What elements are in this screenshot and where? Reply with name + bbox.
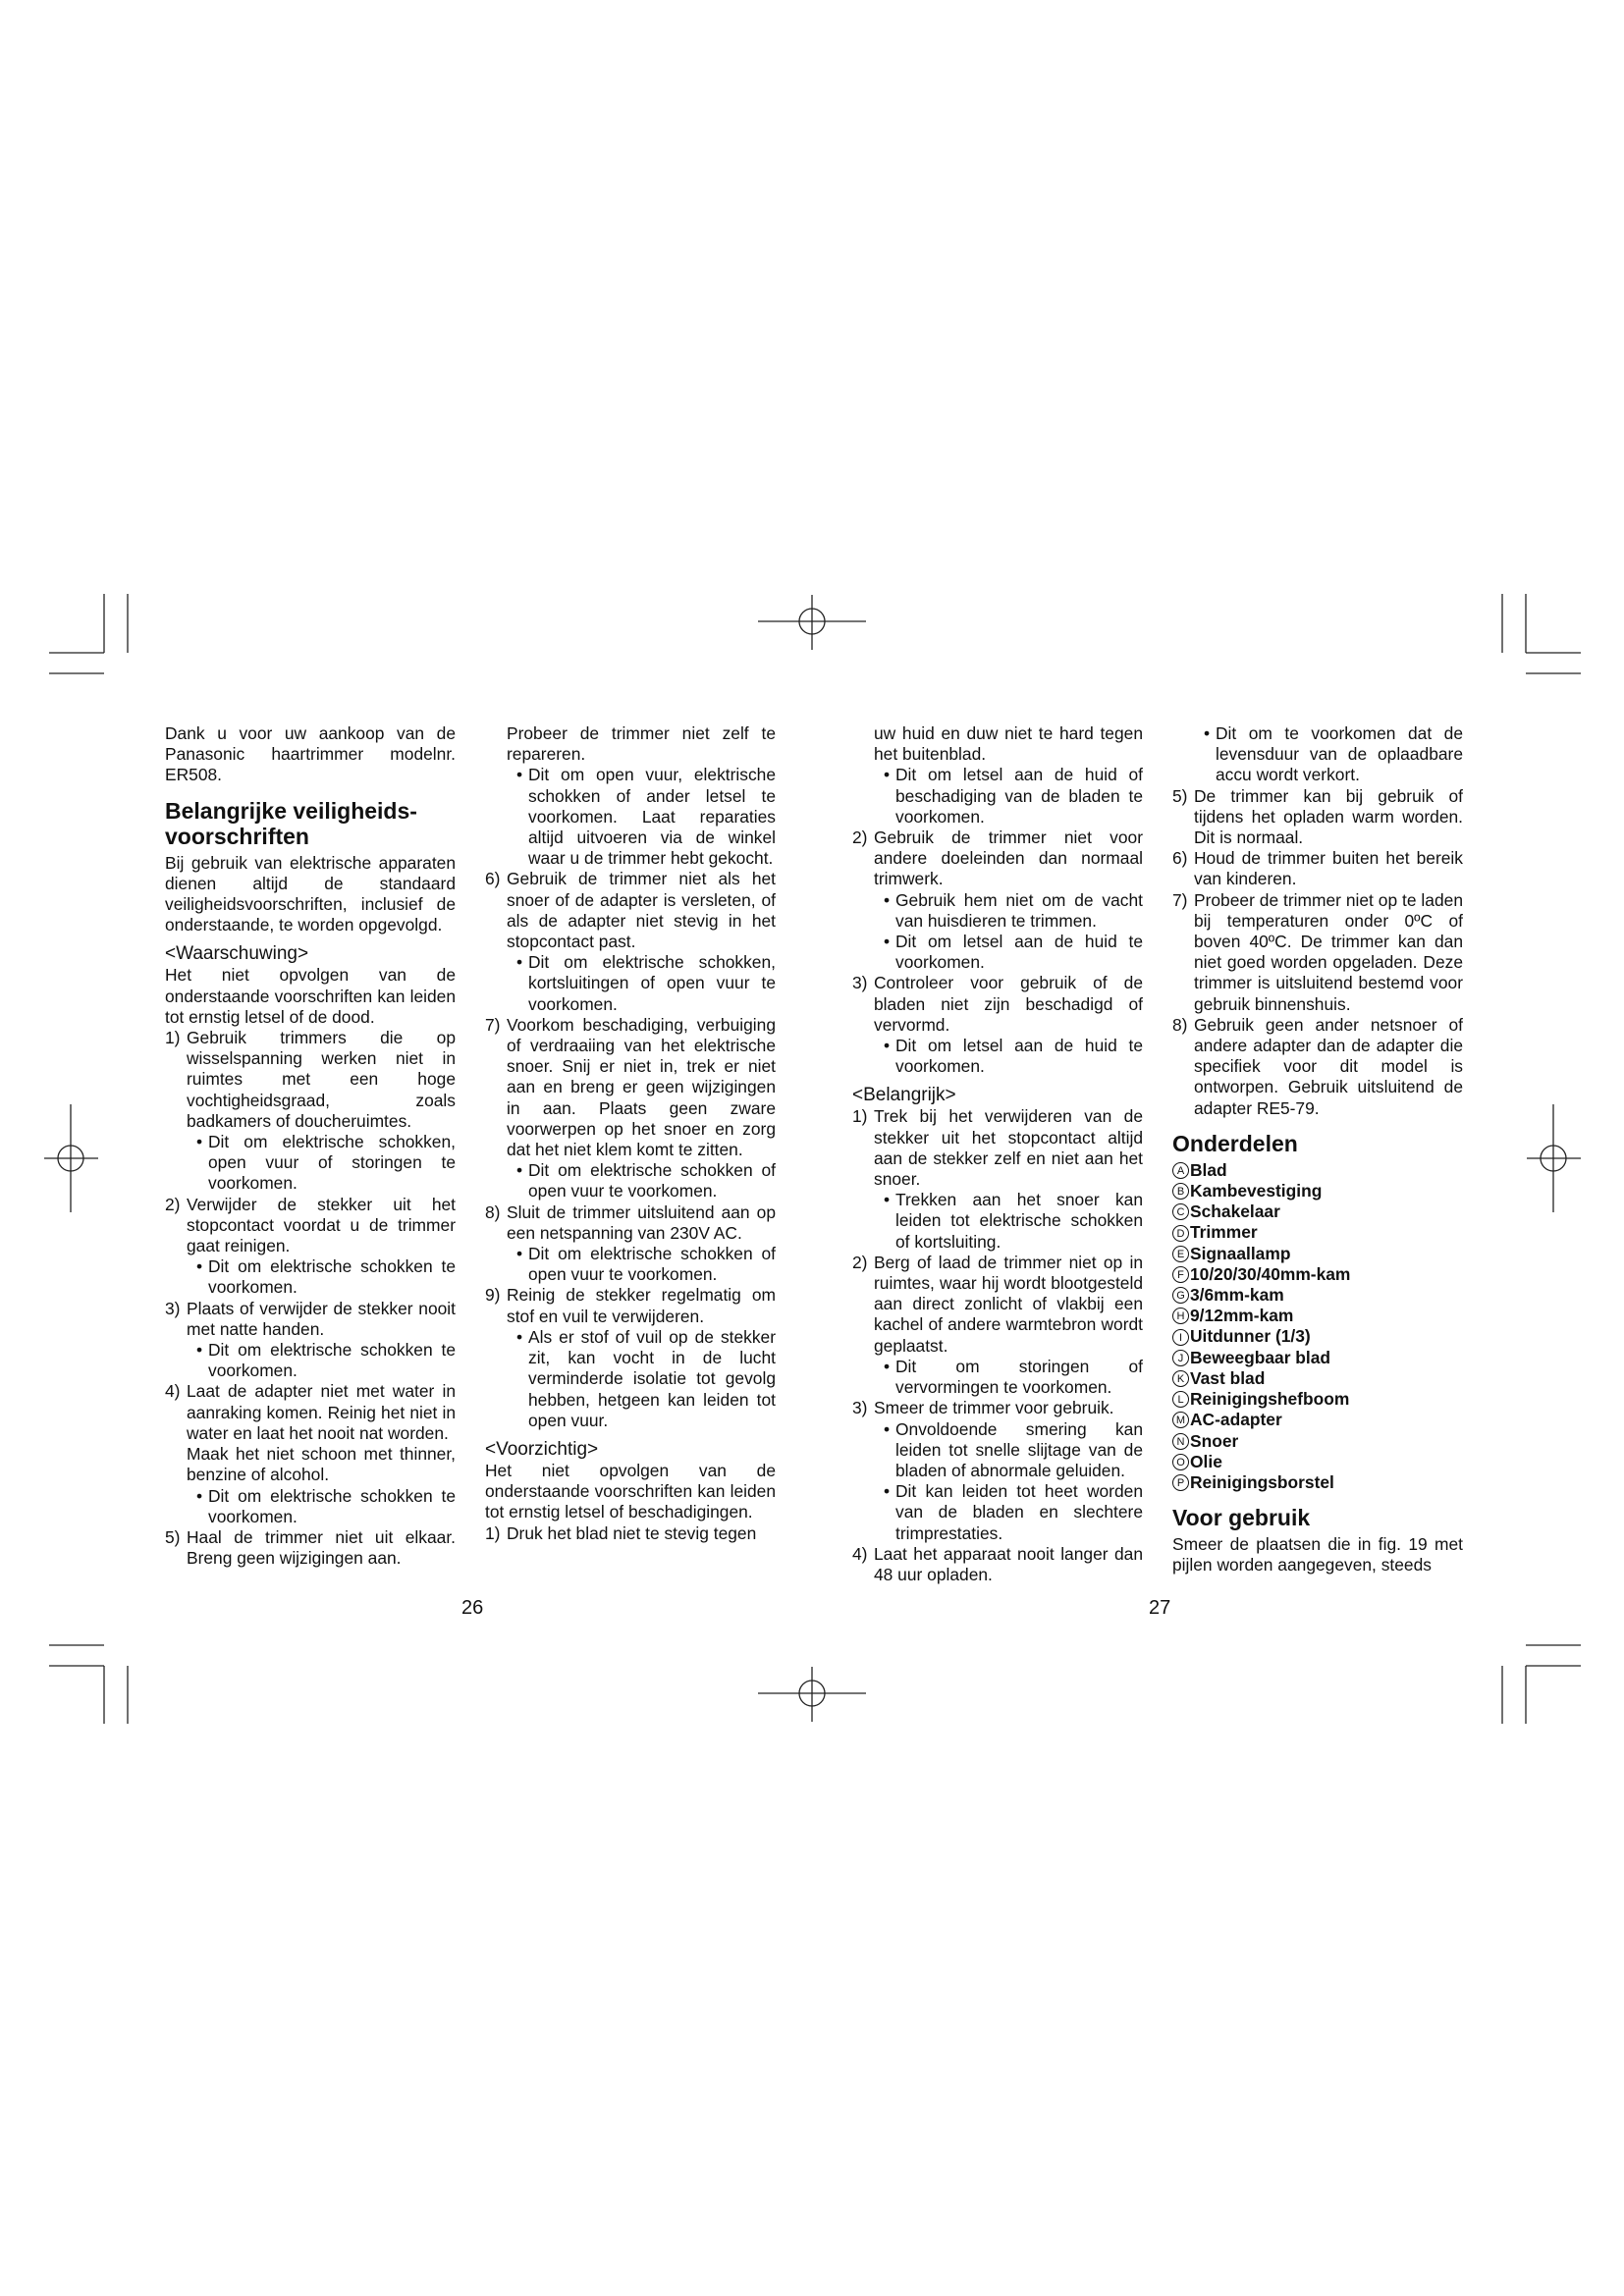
bullet-text: Dit om elektrische schokken, kortsluitingen of open vuur te voorkomen. — [528, 952, 776, 1014]
item-body — [187, 1028, 456, 1195]
page-number-left: 26 — [461, 1597, 484, 1619]
item-text: Voorkom beschadiging, verbuiging of verdraaiing van het elektrische snoer. Snij er niet in, trek er niet aan en breng er geen wijzigingen in aan. Plaats geen zware voorwerpen op het snoer en zorg dat het niet klem komt te zitten. — [507, 1014, 776, 1160]
bullet-dot: • — [884, 1418, 891, 1439]
item-number: 4) — [165, 1381, 181, 1402]
item-text: Druk het blad niet te stevig tegen — [507, 1522, 757, 1543]
list-item — [852, 973, 1143, 1077]
item-body — [1194, 890, 1463, 1015]
bullet-dot: • — [196, 1256, 203, 1277]
bullet-dot: • — [516, 952, 523, 973]
item-body — [187, 1195, 456, 1299]
part-name: Reinigingsborstel — [1190, 1471, 1334, 1492]
bullet-dot: • — [884, 889, 891, 910]
registration-mark-bottom — [758, 1667, 866, 1722]
continued-text: Probeer de trimmer niet zelf te repareren. — [507, 723, 776, 765]
part-item — [1172, 1326, 1463, 1347]
bullet-item — [884, 1357, 1143, 1398]
part-name: Snoer — [1190, 1430, 1239, 1451]
part-item — [1172, 1410, 1463, 1430]
item-number: 7) — [485, 1014, 501, 1035]
bullet-text: Gebruik hem niet om de vacht van huisdieren te trimmen. — [895, 889, 1143, 931]
item-text: Sluit de trimmer uitsluitend aan op een netspanning van 230V AC. — [507, 1201, 776, 1243]
bullet-dot: • — [516, 765, 523, 785]
item-body — [874, 1106, 1143, 1252]
parts-heading: Onderdelen — [1172, 1130, 1298, 1156]
item-body — [874, 1544, 1143, 1585]
item-number: 5) — [1172, 785, 1188, 806]
item-number: 1) — [165, 1028, 181, 1048]
part-item — [1172, 1472, 1463, 1493]
list-item — [485, 1202, 776, 1286]
item-number: 2) — [165, 1194, 181, 1214]
item-text: Controleer voor gebruik of de bladen niet zijn beschadigd of vervormd. — [874, 973, 1143, 1035]
item-body — [187, 1527, 456, 1569]
part-item — [1172, 1244, 1463, 1264]
bullet-text: Dit om letsel aan de huid te voorkomen. — [895, 1036, 1143, 1077]
warning-title: <Waarschuwing> — [165, 943, 309, 965]
list-item — [165, 1195, 456, 1299]
bullet-item — [884, 765, 1143, 828]
important-list-continued — [1172, 786, 1463, 1119]
item-text: Haal de trimmer niet uit elkaar. Breng geen wijzigingen aan. — [187, 1526, 456, 1569]
item-number: 2) — [852, 1252, 868, 1272]
list-item — [165, 1527, 456, 1569]
item-number: 1) — [485, 1522, 501, 1543]
part-letter: A — [1172, 1162, 1189, 1179]
bullet-item — [196, 1256, 456, 1298]
item-number: 6) — [485, 869, 501, 889]
item-text: Verwijder de stekker uit het stopcontact voordat u de trimmer gaat reinigen. — [187, 1194, 456, 1256]
part-item — [1172, 1306, 1463, 1326]
item-text: Gebruik geen ander netsnoer of andere adapter dan de adapter die specifiek voor dit model is ontworpen. Gebruik uitsluitend de adapter RE5-79. — [1194, 1014, 1463, 1118]
bullet-dot: • — [884, 1356, 891, 1376]
bullet-item — [516, 1327, 776, 1431]
item-extra-text: Maak het niet schoon met thinner, benzine of alcohol. — [187, 1444, 456, 1485]
crop-mark-top-left — [49, 594, 128, 673]
bullet-dot: • — [884, 1036, 891, 1056]
item-number: 5) — [165, 1526, 181, 1547]
part-letter: L — [1172, 1391, 1189, 1408]
list-item — [852, 1253, 1143, 1398]
item-text: Plaats of verwijder de stekker nooit met natte handen. — [187, 1298, 456, 1339]
bullet-dot: • — [884, 1481, 891, 1502]
part-letter: J — [1172, 1350, 1189, 1366]
item-number: 3) — [852, 1398, 868, 1418]
bullet-item — [884, 1036, 1143, 1077]
list-item — [1172, 890, 1463, 1015]
part-name: Trimmer — [1190, 1222, 1258, 1243]
before-use-text: Smeer de plaatsen die in fig. 19 met pijlen worden aangegeven, steeds — [1172, 1534, 1463, 1575]
bullet-text: Dit om storingen of vervormingen te voorkomen. — [895, 1356, 1143, 1398]
continued-text: uw huid en duw niet te hard tegen het buitenblad. — [874, 723, 1143, 765]
parts-list — [1172, 1160, 1463, 1493]
caution-title: <Voorzichtig> — [485, 1438, 599, 1460]
part-name: Olie — [1190, 1451, 1222, 1471]
caution-intro: Het niet opvolgen van de onderstaande voorschriften kan leiden tot ernstig letsel of beschadigingen. — [485, 1460, 776, 1522]
item-text: Gebruik trimmers die op wisselspanning werken niet in ruimtes met een hoge vochtigheidsgraad, zoals badkamers of doucheruimtes. — [187, 1028, 456, 1131]
part-item — [1172, 1431, 1463, 1452]
item-text: Gebruik de trimmer niet voor andere doeleinden dan normaal trimwerk. — [874, 828, 1143, 889]
part-name: Reinigingshefboom — [1190, 1389, 1350, 1410]
list-item — [852, 828, 1143, 973]
bullet-text: Dit om elektrische schokken te voorkomen. — [208, 1340, 456, 1381]
warning-list — [165, 1028, 456, 1569]
part-name: 3/6mm-kam — [1190, 1285, 1284, 1306]
warning-intro: Het niet opvolgen van de onderstaande voorschriften kan leiden tot ernstig letsel of de dood. — [165, 965, 456, 1027]
part-letter: I — [1172, 1329, 1189, 1346]
item-body — [187, 1381, 456, 1526]
part-letter: C — [1172, 1203, 1189, 1220]
item-body — [507, 869, 776, 1014]
safety-intro: Bij gebruik van elektrische apparaten dienen altijd de standaard veiligheidsvoorschriften, inclusief de onderstaande, te worden opgevolgd. — [165, 852, 456, 935]
part-name: Uitdunner (1/3) — [1190, 1326, 1311, 1347]
part-name: Kambevestiging — [1190, 1181, 1323, 1201]
item-text: Laat het apparaat nooit langer dan 48 uur opladen. — [874, 1543, 1143, 1584]
list-item — [485, 869, 776, 1014]
intro-text: Dank u voor uw aankoop van de Panasonic haartrimmer modelnr. ER508. — [165, 723, 456, 785]
bullet-text: Dit om elektrische schokken te voorkomen. — [208, 1485, 456, 1526]
item-text: De trimmer kan bij gebruik of tijdens het opladen warm worden. Dit is normaal. — [1194, 785, 1463, 848]
part-name: Vast blad — [1190, 1367, 1266, 1388]
item-body — [187, 1299, 456, 1382]
column-3 — [852, 723, 1143, 1585]
part-letter: H — [1172, 1308, 1189, 1324]
caution-list — [852, 828, 1143, 1077]
item-number: 6) — [1172, 848, 1188, 869]
item-body — [507, 1285, 776, 1430]
list-item — [1172, 1015, 1463, 1119]
part-letter: D — [1172, 1225, 1189, 1242]
item-number: 3) — [852, 973, 868, 993]
item-number: 2) — [852, 828, 868, 848]
part-letter: E — [1172, 1246, 1189, 1262]
item-body — [1194, 1015, 1463, 1119]
bullet-dot: • — [884, 765, 891, 785]
part-name: Beweegbaar blad — [1190, 1347, 1331, 1367]
bullet-text: Dit om letsel aan de huid te voorkomen. — [895, 932, 1143, 973]
item-text: Laat de adapter niet met water in aanraking komen. Reinig het niet in water en laat het nooit nat worden. — [187, 1381, 456, 1443]
part-name: AC-adapter — [1190, 1410, 1282, 1430]
part-letter: M — [1172, 1412, 1189, 1428]
registration-mark-right — [1527, 1104, 1581, 1212]
bullet-dot: • — [1204, 723, 1211, 743]
crop-mark-bottom-left — [49, 1645, 128, 1724]
bullet-dot: • — [884, 932, 891, 952]
part-item — [1172, 1348, 1463, 1368]
bullet-item — [1204, 723, 1463, 786]
crop-mark-bottom-right — [1502, 1645, 1581, 1724]
list-item — [1172, 848, 1463, 889]
part-item — [1172, 1160, 1463, 1181]
column-2 — [485, 723, 776, 1544]
item-number: 4) — [852, 1543, 868, 1564]
item-text: Probeer de trimmer niet op te laden bij temperaturen onder 0ºC of boven 40ºC. De trimmer kan dan niet goed worden opgeladen. Deze trimmer is uitsluitend bestemd voor gebruik binnenshuis. — [1194, 889, 1463, 1014]
list-item — [852, 1398, 1143, 1543]
bullet-text: Dit om elektrische schokken te voorkomen. — [208, 1256, 456, 1298]
list-item — [852, 723, 1143, 828]
page-number-right: 27 — [1149, 1597, 1171, 1619]
bullet-text: Dit om letsel aan de huid of beschadiging van de bladen te voorkomen. — [895, 765, 1143, 827]
item-number: 1) — [852, 1106, 868, 1127]
bullet-dot: • — [196, 1132, 203, 1152]
bullet-item — [196, 1486, 456, 1527]
item-body — [1194, 848, 1463, 889]
bullet-dot: • — [516, 1326, 523, 1347]
part-letter: O — [1172, 1454, 1189, 1470]
list-item — [165, 1381, 456, 1526]
warning-list-continued — [485, 869, 776, 1430]
registration-mark-left — [44, 1104, 98, 1212]
list-item — [1172, 786, 1463, 849]
crop-mark-top-right — [1502, 594, 1581, 673]
part-name: Signaallamp — [1190, 1243, 1291, 1263]
bullet-item — [884, 1481, 1143, 1544]
list-item — [165, 1028, 456, 1195]
item-body — [874, 973, 1143, 1077]
bullet-text: Dit om elektrische schokken of open vuur te voorkomen. — [528, 1160, 776, 1201]
safety-heading — [165, 798, 456, 849]
bullet-item — [884, 890, 1143, 932]
item-text: Berg of laad de trimmer niet op in ruimtes, waar hij wordt blootgesteld aan direct zonlicht of vlakbij een kachel of andere warmtebron wordt geplaatst. — [874, 1252, 1143, 1356]
bullet-dot: • — [884, 1190, 891, 1210]
bullet-dot: • — [516, 1244, 523, 1264]
bullet-item — [884, 932, 1143, 973]
part-item — [1172, 1285, 1463, 1306]
part-name: 10/20/30/40mm-kam — [1190, 1263, 1351, 1284]
item-body — [1194, 786, 1463, 849]
bullet-dot: • — [196, 1340, 203, 1361]
important-list — [852, 1106, 1143, 1585]
safety-heading-line1: Belangrijke veiligheids- — [165, 797, 417, 824]
list-item — [1172, 723, 1463, 786]
part-letter: N — [1172, 1433, 1189, 1450]
part-item — [1172, 1368, 1463, 1389]
part-item — [1172, 1452, 1463, 1472]
list-item — [485, 1285, 776, 1430]
item-text: Trek bij het verwijderen van de stekker uit het stopcontact altijd aan de stekker zelf en niet aan het snoer. — [874, 1106, 1143, 1190]
column-1 — [165, 723, 456, 1569]
part-item — [1172, 1389, 1463, 1410]
part-letter: P — [1172, 1474, 1189, 1491]
item-text: Gebruik de trimmer niet als het snoer of de adapter is versleten, of als de adapter niet stevig in het stopcontact past. — [507, 869, 776, 952]
list-item — [485, 1523, 776, 1544]
part-item — [1172, 1181, 1463, 1201]
item-number: 8) — [485, 1201, 501, 1222]
bullet-text: Dit kan leiden tot heet worden van de bladen en slechtere trimprestaties. — [895, 1481, 1143, 1543]
item-text: Smeer de trimmer voor gebruik. — [874, 1398, 1114, 1418]
item-number: 7) — [1172, 889, 1188, 910]
bullet-item — [516, 765, 776, 869]
item-number: 8) — [1172, 1014, 1188, 1035]
bullet-text: Dit om elektrische schokken of open vuur te voorkomen. — [528, 1244, 776, 1285]
part-item — [1172, 1222, 1463, 1243]
safety-heading-line2: voorschriften — [165, 823, 309, 849]
important-title: <Belangrijk> — [852, 1085, 956, 1106]
part-letter: F — [1172, 1266, 1189, 1283]
list-item — [852, 1544, 1143, 1585]
item-text: Reinig de stekker regelmatig om stof en vuil te verwijderen. — [507, 1285, 776, 1326]
bullet-text: Dit om te voorkomen dat de levensduur van de oplaadbare accu wordt verkort. — [1216, 723, 1463, 785]
item-number: 3) — [165, 1298, 181, 1318]
part-letter: G — [1172, 1287, 1189, 1304]
part-name: 9/12mm-kam — [1190, 1306, 1294, 1326]
bullet-item — [516, 1160, 776, 1201]
part-letter: K — [1172, 1370, 1189, 1387]
item-body — [874, 828, 1143, 973]
bullet-text: Trekken aan het snoer kan leiden tot elektrische schokken of kortsluiting. — [895, 1190, 1143, 1252]
column-4 — [1172, 723, 1463, 1576]
list-item — [485, 723, 776, 869]
part-name: Schakelaar — [1190, 1201, 1280, 1222]
bullet-dot: • — [516, 1160, 523, 1181]
list-item — [852, 1106, 1143, 1252]
bullet-item — [196, 1340, 456, 1381]
item-body — [874, 1398, 1143, 1543]
part-letter: B — [1172, 1183, 1189, 1200]
part-name: Blad — [1190, 1159, 1227, 1180]
item-body — [507, 1202, 776, 1286]
bullet-item — [196, 1132, 456, 1195]
bullet-text: Dit om open vuur, elektrische schokken of ander letsel te voorkomen. Laat reparaties altijd uitvoeren via de winkel waar u de trimmer hebt gekocht. — [528, 765, 776, 869]
registration-mark-top — [758, 595, 866, 650]
bullet-text: Onvoldoende smering kan leiden tot snelle slijtage van de bladen of abnormale geluiden. — [895, 1418, 1143, 1480]
list-item — [485, 1015, 776, 1202]
bullet-text: Dit om elektrische schokken, open vuur of storingen te voorkomen. — [208, 1132, 456, 1194]
item-body — [507, 1015, 776, 1202]
bullet-text: Als er stof of vuil op de stekker zit, kan vocht in de lucht verminderde isolatie tot gevolg hebben, hetgeen kan leiden tot open vuur. — [528, 1326, 776, 1430]
bullet-item — [516, 952, 776, 1015]
bullet-item — [884, 1190, 1143, 1253]
part-item — [1172, 1264, 1463, 1285]
part-item — [1172, 1201, 1463, 1222]
list-item — [165, 1299, 456, 1382]
bullet-dot: • — [196, 1485, 203, 1506]
before-use-heading: Voor gebruik — [1172, 1505, 1311, 1531]
item-body — [874, 1253, 1143, 1398]
bullet-item — [516, 1244, 776, 1285]
bullet-item — [884, 1419, 1143, 1482]
item-text: Houd de trimmer buiten het bereik van kinderen. — [1194, 848, 1463, 889]
item-number: 9) — [485, 1285, 501, 1306]
